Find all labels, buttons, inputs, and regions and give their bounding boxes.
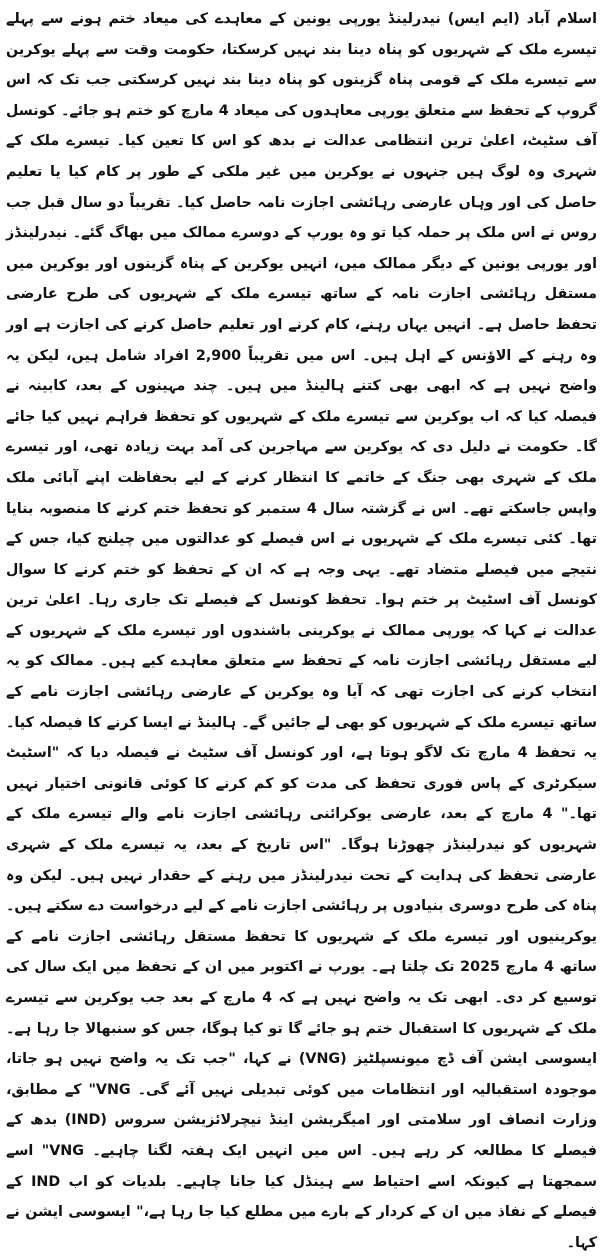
article-body: اسلام آباد (ایم ایس) نیدرلینڈ یورپی یونین کے معاہدے کی میعاد ختم ہونے سے پہلے تیسرے ملک کے شہریوں کو پناہ دینا بند نہیں کرسکتا، حکومت وقت سے پہلے یوکرین سے تیسرے ملک کے قومی پناہ گزینوں کو پناہ دینا بند نہیں کرسکتی جب تک کہ اس گروپ کے تحفظ سے متعلق یورپی معاہدوں کی میعاد 4 مارچ کو ختم ہو جائے۔ کونسل آف سٹیٹ، اعلیٰ ترین انتظامی عدالت نے بدھ کو اس کا تعین کیا۔ تیسرے ملک کے شہری وہ لوگ ہیں جنہوں نے یوکرین میں غیر ملکی کے طور پر کام کیا یا تعلیم حاصل کی اور وہاں عارضی رہائشی اجازت نامہ حاصل کیا۔ تقریباً دو سال قبل جب روس نے اس ملک پر حملہ کیا تو وہ یورپ کے دوسرے ممالک میں بھاگ گئے۔ نیدرلینڈز اور یورپی یونین کے دیگر ممالک میں، انہیں یوکرین کے پناہ گزینوں اور یوکرین میں مستقل رہائشی اجازت نامہ کے ساتھ تیسرے ملک کے شہریوں کی طرح عارضی تحفظ حاصل ہے۔ انہیں یہاں رہنے، کام کرنے اور تعلیم حاصل کرنے کی اجازت ہے اور وہ رہنے کے الاؤنس کے اہل ہیں۔ اس میں تقریباً 2,900 افراد شامل ہیں، لیکن یہ واضح نہیں ہے کہ ابھی بھی کتنے ہالینڈ میں ہیں۔ چند مہینوں کے بعد، کابینہ نے فیصلہ کیا کہ اب یوکرین سے تیسرے ملک کے شہریوں کو تحفظ فراہم نہیں کیا جائے گا۔ حکومت نے دلیل دی کہ یوکرین سے مہاجرین کی آمد بہت زیادہ تھی، اور تیسرے ملک کے شہری بھی جنگ کے خاتمے کا انتظار کرنے کے لیے بحفاظت اپنے آبائی ملک واپس جاسکتے تھے۔ اس نے گزشتہ سال 4 ستمبر کو تحفظ ختم کرنے کا منصوبہ بنایا تھا۔ کئی تیسرے ملک کے شہریوں نے اس فیصلے کو عدالتوں میں چیلنج کیا، جس کے نتیجے میں فیصلے متضاد تھے۔ یہی وجہ ہے کہ ان کے تحفظ کو ختم کرنے کا سوال کونسل آف اسٹیٹ پر ختم ہوا۔ تحفظ کونسل کے فیصلے تک جاری رہا۔ اعلیٰ ترین عدالت نے کہا کہ یورپی ممالک نے یوکرینی باشندوں اور تیسرے ملک کے شہریوں کے لیے مستقل رہائشی اجازت نامہ کے تحفظ سے متعلق معاہدے کیے ہیں۔ ممالک کو یہ انتخاب کرنے کی اجازت تھی کہ آیا وہ یوکرین کے عارضی رہائشی اجازت نامے کے ساتھ تیسرے ملک کے شہریوں کو بھی لے جائیں گے۔ ہالینڈ نے ایسا کرنے کا فیصلہ کیا۔ یہ تحفظ 4 مارچ تک لاگو ہوتا ہے، اور کونسل آف سٹیٹ نے فیصلہ دیا کہ "اسٹیٹ سیکرٹری کے پاس فوری تحفظ کی مدت کو کم کرنے کا کوئی قانونی اختیار نہیں تھا۔" 4 مارچ کے بعد، عارضی یوکرائنی رہائشی اجازت نامے والے تیسرے ملک کے شہریوں کو نیدرلینڈز چھوڑنا ہوگا۔ "اس تاریخ کے بعد، یہ تیسرے ملک کے شہری عارضی تحفظ کی ہدایت کے تحت نیدرلینڈز میں رہنے کے حقدار نہیں ہیں۔ لیکن وہ پناہ کی طرح دوسری بنیادوں پر رہائشی اجازت نامے کے لیے درخواست دے سکتے ہیں۔ یوکرینیوں اور تیسرے ملک کے شہریوں کا تحفظ مستقل رہائشی اجازت نامے کے ساتھ 4 مارچ 2025 تک چلتا ہے۔ یورپ نے اکتوبر میں ان کے تحفظ میں ایک سال کی توسیع کر دی۔ ابھی تک یہ واضح نہیں ہے کہ 4 مارچ کے بعد جب یوکرین سے تیسرے ملک کے شہریوں کا استقبال ختم ہو جائے گا تو کیا ہوگا، جس کو سنبھالا جا رہا ہے۔ ایسوسی ایشن آف ڈچ میونسپلٹیز (VNG) نے کہا، "جب تک یہ واضح نہیں ہو جاتا، موجودہ استقبالیہ اور انتظامات میں کوئی تبدیلی نہیں آئے گی۔ VNG" کے مطابق، وزارت انصاف اور سلامتی اور امیگریشن اینڈ نیچرلائزیشن سروس (IND) بدھ کے فیصلے کا مطالعہ کر رہے ہیں۔ اس میں انہیں ایک ہفتہ لگنا چاہیے۔ VNG" اسے سمجھتا ہے کیونکہ اسے احتیاط سے ہینڈل کیا جانا چاہیے۔ بلدیات کو اب IND کے فیصلے کے نفاذ میں ان کے کردار کے بارے میں مطلع کیا جا رہا ہے،" ایسوسی ایشن نے کہا۔	[6, 11, 598, 1251]
